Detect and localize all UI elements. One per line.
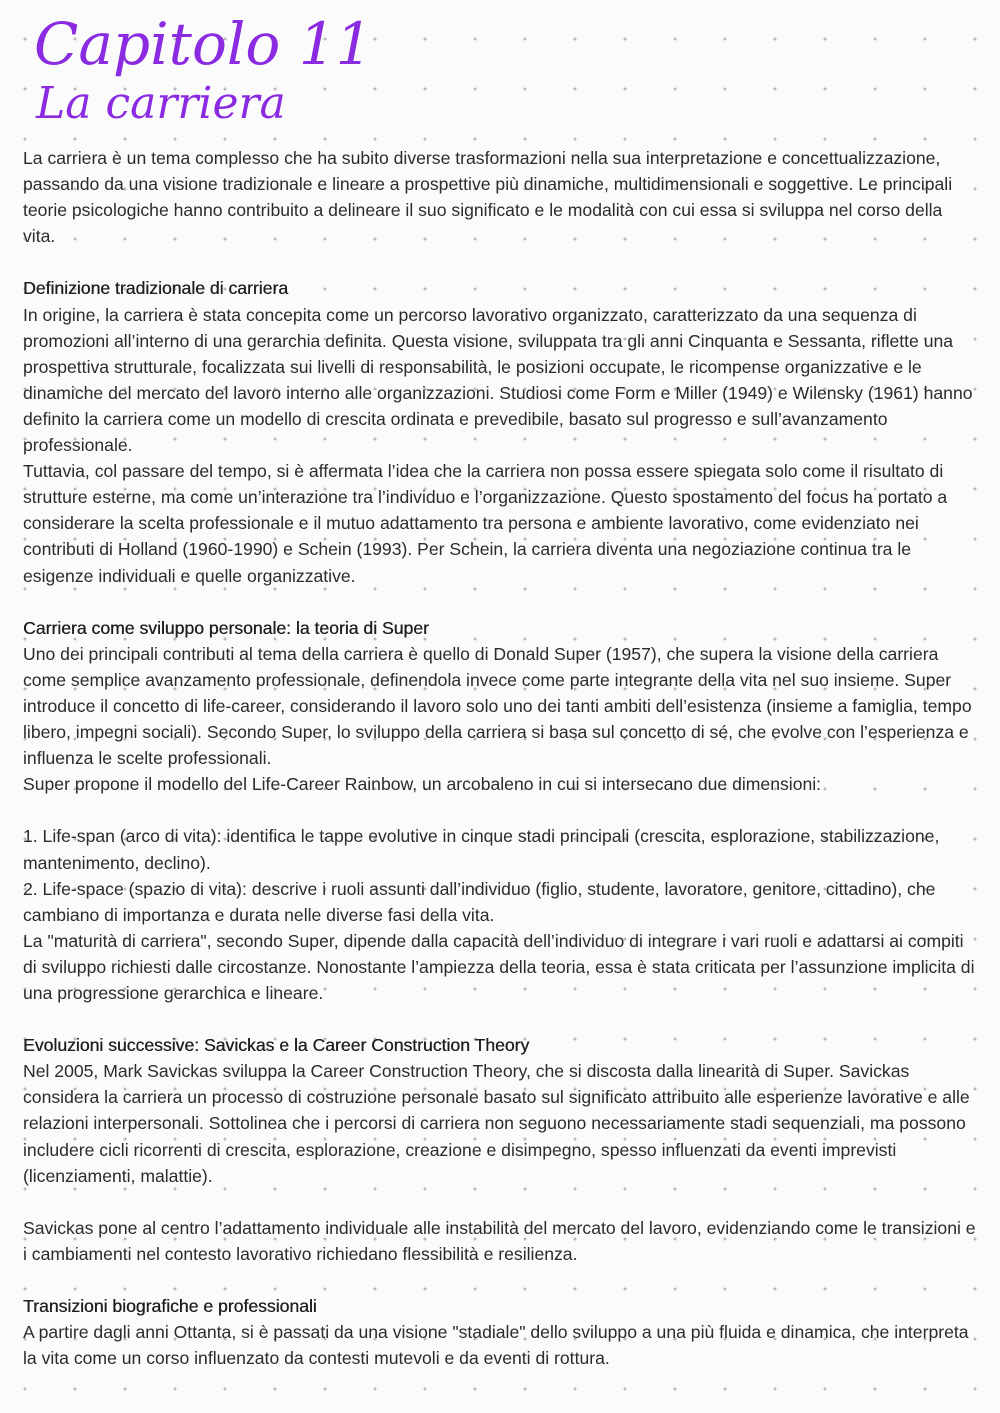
section-paragraph: Tuttavia, col passare del tempo, si è affermata l’idea che la carriera non possa essere spiegata solo come il risultato di strutture esterne, ma come un’interazione tra l’individuo e l’organizzazione. Questo spostamento del focus ha portato a considerare la scelta professionale e il mutuo adattamento tra persona e ambiente lavorativo, come evidenziato nei contributi di Holland (1960-1990) e Schein (1993). Per Schein, la carriera diventa una negoziazione continua tra le esigenze individuali e quelle organizzative. [23,461,948,586]
handwritten-heading [22,0,442,140]
section-paragraph: Uno dei principali contributi al tema della carriera è quello di Donald Super (1957), che supera la visione della carriera come semplice avanzamento professionale, definendola invece come parte integrante della vita nel suo insieme. Super introduce il concetto di life-career, considerando il lavoro solo uno dei tanti ambiti dell’esistenza (insieme a famiglia, tempo libero, impegni sociali). Secondo Super, lo sviluppo della carriera si basa sul concetto di sé, che evolve con l’esperienza e influenza le scelte professionali. [23,643,972,769]
section-paragraph: La "maturità di carriera", secondo Super, dipende dalla capacità dell’individuo di integrare i vari ruoli e adattarsi ai compiti di sviluppo richiesti dalle circostanze. Nonostante l’ampiezza della teoria, essa è stata criticata per l’assunzione implicita di una progressione gerarchica e lineare. [23,930,975,1003]
document-body [23,145,978,1371]
section-heading-transitions: Transizioni biografiche e professionali [23,1296,317,1317]
intro-paragraph: La carriera è un tema complesso che ha subito diverse trasformazioni nella sua interpretazione e concettualizzazione, passando da una visione tradizionale e lineare a prospettive più dinamiche, multidimensionali e soggettive. Le principali teorie psicologiche hanno contribuito a delineare il suo significato e le modalità con cui essa si sviluppa nel corso della vita. [23,148,953,247]
section-paragraph: A partire dagli anni Ottanta, si è passati da una visione "stadiale" dello sviluppo a una più fluida e dinamica, che interpreta la vita come un corso influenzato da contesti mutevoli e da eventi di rottura. [23,1322,969,1369]
section-paragraph: Nel 2005, Mark Savickas sviluppa la Career Construction Theory, che si discosta dalla linearità di Super. Savickas considera la carriera un processo di costruzione personale basato sul significato attribuito alle esperienze lavorative e alle relazioni interpersonali. Sottolinea che i percorsi di carriera non seguono necessariamente stadi sequenziali, ma possono includere cicli ricorrenti di crescita, esplorazione, creazione e disimpegno, spesso influenzati da eventi imprevisti (licenziamenti, malattie). [23,1061,970,1186]
section-paragraph: In origine, la carriera è stata concepita come un percorso lavorativo organizzato, caratterizzato da una sequenza di promozioni all’interno di una gerarchia definita. Questa visione, sviluppata tra gli anni Cinquanta e Sessanta, riflette una prospettiva strutturale, focalizzata sui livelli di responsabilità, le posizioni occupate, le ricompense organizzative e le dinamiche del mercato del lavoro interno alle organizzazioni. Studiosi come Form e Miller (1949) e Wilensky (1961) hanno definito la carriera come un modello di crescita ordinata e prevedibile, basato sul progresso e sull’avanzamento professionale. [23,304,973,456]
section-heading-traditional-definition: Definizione tradizionale di carriera [23,278,289,299]
section-heading-savickas: Evoluzioni successive: Savickas e la Career Construction Theory [23,1035,530,1056]
list-item: 1. Life-span (arco di vita): identifica le tappe evolutive in cinque stadi principali (crescita, esplorazione, stabilizzazione, mantenimento, declino). [23,826,940,873]
section-paragraph: Super propone il modello del Life-Career Rainbow, un arcobaleno in cui si intersecano due dimensioni: [23,774,822,795]
chapter-subtitle: La carriera [36,78,286,129]
chapter-title: Capitolo 11 [34,10,373,78]
section-paragraph: Savickas pone al centro l’adattamento individuale alle instabilità del mercato del lavoro, evidenziando come le transizioni e i cambiamenti nel contesto lavorativo richiedano flessibilità e resilienza. [23,1217,976,1264]
list-item: 2. Life-space (spazio di vita): descrive i ruoli assunti dall’individuo (figlio, studente, lavoratore, genitore, cittadino), che cambiano di importanza e durata nelle diverse fasi della vita. [23,878,936,925]
section-heading-super-theory: Carriera come sviluppo personale: la teoria di Super [23,617,429,638]
